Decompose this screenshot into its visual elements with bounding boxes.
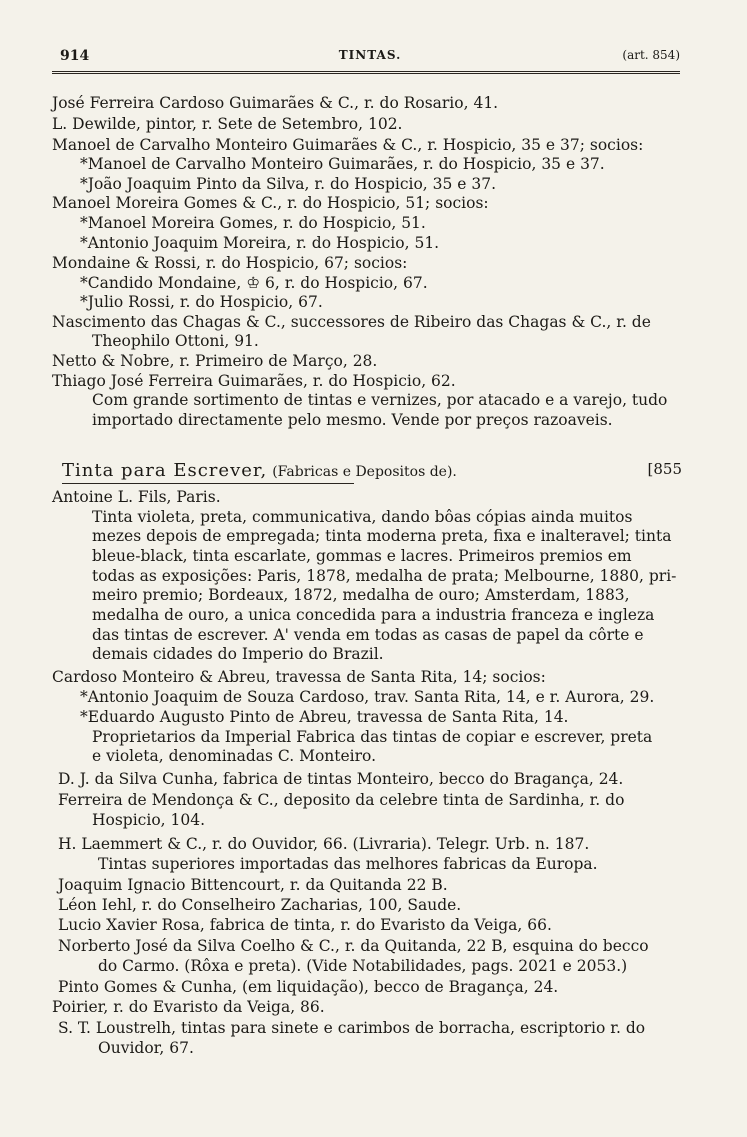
page-number: 914 bbox=[60, 48, 90, 64]
entry-line: importado directamente pelo mesmo. Vende por preços razoaveis. bbox=[92, 411, 613, 429]
section-heading bbox=[62, 460, 682, 482]
header-rule bbox=[52, 71, 680, 72]
entry-line: mezes depois de empregada; tinta moderna preta, fixa e inalteravel; tinta bbox=[92, 527, 672, 545]
section-subtitle: (Fabricas e Depositos de). bbox=[272, 464, 457, 480]
entry-line: *Eduardo Augusto Pinto de Abreu, travessa de Santa Rita, 14. bbox=[80, 708, 569, 726]
entry-line: L. Dewilde, pintor, r. Sete de Setembro, 102. bbox=[52, 115, 403, 133]
entry-line: do Carmo. (Rôxa e preta). (Vide Notabilidades, pags. 2021 e 2053.) bbox=[98, 957, 628, 975]
entry-line: Joaquim Ignacio Bittencourt, r. da Quitanda 22 B. bbox=[58, 876, 448, 894]
entry-line: Manoel Moreira Gomes & C., r. do Hospicio, 51; socios: bbox=[52, 194, 489, 212]
entry-line: *Julio Rossi, r. do Hospicio, 67. bbox=[80, 293, 323, 311]
entry-line: Tinta violeta, preta, communicativa, dando bôas cópias ainda muitos bbox=[92, 508, 633, 526]
page-title: TINTAS. bbox=[338, 48, 402, 62]
entry-line: Pinto Gomes & Cunha, (em liquidação), becco de Bragança, 24. bbox=[58, 978, 559, 996]
entry-line: *Antonio Joaquim de Souza Cardoso, trav. Santa Rita, 14, e r. Aurora, 29. bbox=[80, 688, 655, 706]
article-ref: (art. 854) bbox=[622, 48, 680, 62]
entry-line: medalha de ouro, a unica concedida para a industria franceza e ingleza bbox=[92, 606, 655, 624]
entry-line: Lucio Xavier Rosa, fabrica de tinta, r. do Evaristo da Veiga, 66. bbox=[58, 916, 552, 934]
entry-line: Tintas superiores importadas das melhores fabricas da Europa. bbox=[98, 855, 598, 873]
entry-line: José Ferreira Cardoso Guimarães & C., r. do Rosario, 41. bbox=[52, 94, 499, 112]
entry-line: Theophilo Ottoni, 91. bbox=[92, 332, 259, 350]
entry-line: D. J. da Silva Cunha, fabrica de tintas Monteiro, becco do Bragança, 24. bbox=[58, 770, 624, 788]
page-header bbox=[60, 48, 680, 70]
entry-line: Poirier, r. do Evaristo da Veiga, 86. bbox=[52, 998, 325, 1016]
entry-line: *Candido Mondaine, ♔ 6, r. do Hospicio, 67. bbox=[80, 274, 428, 292]
entry-line: Léon Iehl, r. do Conselheiro Zacharias, 100, Saude. bbox=[58, 896, 462, 914]
entry-line: das tintas de escrever. A' venda em todas as casas de papel da côrte e bbox=[92, 626, 644, 644]
entry-line: *Manoel Moreira Gomes, r. do Hospicio, 51. bbox=[80, 214, 426, 232]
entry-line: Norberto José da Silva Coelho & C., r. da Quitanda, 22 B, esquina do becco bbox=[58, 937, 649, 955]
entry-line: S. T. Loustrelh, tintas para sinete e carimbos de borracha, escriptorio r. do bbox=[58, 1019, 646, 1037]
entry-line: Antoine L. Fils, Paris. bbox=[52, 488, 221, 506]
entry-line: demais cidades do Imperio do Brazil. bbox=[92, 645, 384, 663]
section-underline bbox=[62, 483, 354, 484]
entry-line: *Antonio Joaquim Moreira, r. do Hospicio, 51. bbox=[80, 234, 440, 252]
entry-line: *João Joaquim Pinto da Silva, r. do Hospicio, 35 e 37. bbox=[80, 175, 497, 193]
entry-line: *Manoel de Carvalho Monteiro Guimarães, r. do Hospicio, 35 e 37. bbox=[80, 155, 605, 173]
entry-line: Thiago José Ferreira Guimarães, r. do Hospicio, 62. bbox=[52, 372, 456, 390]
entry-line: Nascimento das Chagas & C., successores de Ribeiro das Chagas & C., r. de bbox=[52, 313, 651, 331]
entry-line: Com grande sortimento de tintas e vernizes, por atacado e a varejo, tudo bbox=[92, 391, 668, 409]
entry-line: Ouvidor, 67. bbox=[98, 1039, 194, 1057]
entry-line: Hospicio, 104. bbox=[92, 811, 206, 829]
entry-line: Proprietarios da Imperial Fabrica das tintas de copiar e escrever, preta bbox=[92, 728, 653, 746]
entry-line: Netto & Nobre, r. Primeiro de Março, 28. bbox=[52, 352, 378, 370]
entry-line: Ferreira de Mendonça & C., deposito da celebre tinta de Sardinha, r. do bbox=[58, 791, 625, 809]
entry-line: Manoel de Carvalho Monteiro Guimarães & C., r. Hospicio, 35 e 37; socios: bbox=[52, 136, 644, 154]
entry-line: Cardoso Monteiro & Abreu, travessa de Santa Rita, 14; socios: bbox=[52, 668, 546, 686]
entry-line: e violeta, denominadas C. Monteiro. bbox=[92, 747, 377, 765]
entry-line: Mondaine & Rossi, r. do Hospicio, 67; socios: bbox=[52, 254, 408, 272]
header-rule-double bbox=[52, 73, 680, 74]
entry-line: meiro premio; Bordeaux, 1872, medalha de ouro; Amsterdam, 1883, bbox=[92, 586, 630, 604]
section-number: [855 bbox=[647, 460, 682, 478]
entry-line: H. Laemmert & C., r. do Ouvidor, 66. (Livraria). Telegr. Urb. n. 187. bbox=[58, 835, 590, 853]
entry-line: bleue-black, tinta escarlate, gommas e lacres. Primeiros premios em bbox=[92, 547, 632, 565]
section-title: Tinta para Escrever, bbox=[62, 460, 268, 481]
entry-line: todas as exposições: Paris, 1878, medalha de prata; Melbourne, 1880, pri- bbox=[92, 567, 677, 585]
